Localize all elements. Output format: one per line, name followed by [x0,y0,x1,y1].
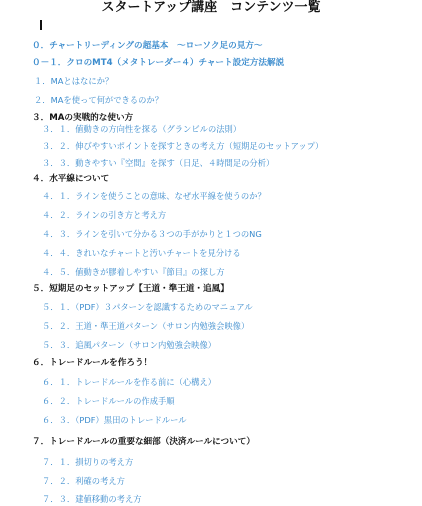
section-heading[interactable]: ０－１．クロのMT4（メタトレーダー４）チャート設定方法解説 [32,58,285,68]
contents-link[interactable]: ７．１．損切りの考え方 [42,457,134,467]
contents-link[interactable]: ３．３．動きやすい『空間』を探す（日足、４時間足の分析） [42,158,275,168]
section-heading: ６．トレードルールを作ろう！ [32,358,153,368]
contents-link[interactable]: ４．３．ラインを引いて分かる３つの手がかりと１つのNG [42,229,262,239]
section-heading: ５．短期足のセットアップ【王道・準王道・追風】 [32,284,229,294]
contents-link[interactable]: ５．１．（PDF）３パターンを認識するためのマニュアル [42,302,253,312]
section-heading: ３．MAの実戦的な使い方 [32,113,134,123]
contents-link[interactable]: ３．１．値動きの方向性を探る（グランビルの法則） [42,124,242,134]
contents-link[interactable]: ４．１．ラインを使うことの意味、なぜ水平線を使うのか？ [42,191,266,201]
contents-link[interactable]: ５．３．追風パターン（サロン内勉強会映像） [42,340,217,350]
contents-link[interactable]: ４．４．きれいなチャートと汚いチャートを見分ける [42,248,241,258]
text-cursor [40,20,42,30]
contents-link[interactable]: ２．MAを使って何ができるのか？ [34,95,163,105]
contents-link[interactable]: ７．３．建値移動の考え方 [42,494,142,504]
contents-link[interactable]: ６．３．（PDF）黒田のトレードルール [42,415,187,425]
contents-link[interactable]: ６．１．トレードルールを作る前に（心構え） [42,377,217,387]
section-heading: ７．トレードルールの重要な細部（決済ルールについて） [32,437,255,447]
contents-link[interactable]: １．MAとはなにか？ [34,76,114,86]
contents-link[interactable]: ６．２．トレードルールの作成手順 [42,396,175,406]
contents-link[interactable]: ７．２．利確の考え方 [42,476,125,486]
page-title: スタートアップ講座 コンテンツ一覧 [101,0,321,15]
contents-link[interactable]: ４．５．値動きが膠着しやすい『節目』の探し方 [42,267,225,277]
section-heading: ４．水平線について [32,174,110,184]
contents-link[interactable]: ５．２．王道・準王道パターン（サロン内勉強会映像） [42,321,250,331]
section-heading[interactable]: ０．チャートリーディングの超基本 〜ローソク足の見方〜 [32,41,263,51]
contents-link[interactable]: ３．２．伸びやすいポイントを探すときの考え方（短期足のセットアップ） [42,141,324,151]
contents-link[interactable]: ４．２．ラインの引き方と考え方 [42,210,167,220]
